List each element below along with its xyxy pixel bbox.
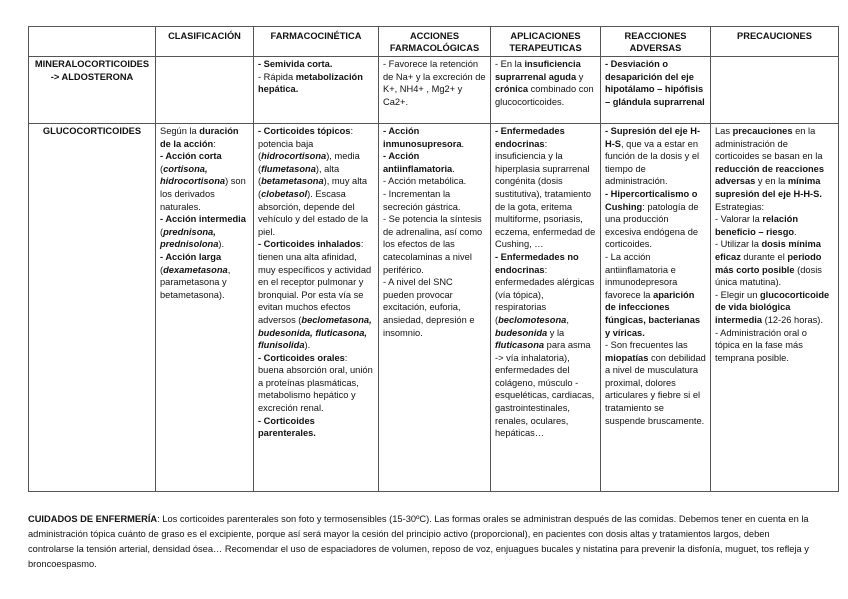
cell-paragraph <box>495 125 596 251</box>
cell-precauciones <box>711 57 839 124</box>
cell-paragraph <box>605 58 706 108</box>
cell-paragraph <box>258 125 374 238</box>
text-segment: - Administración oral o tópica en la fase más temprana posible. <box>715 327 807 363</box>
row-title-line: MINERALOCORTICOIDES <box>34 59 150 69</box>
cell-paragraph <box>258 415 374 440</box>
cell-paragraph <box>383 58 486 108</box>
cell-reacciones <box>601 57 711 124</box>
cell-paragraph <box>160 251 249 301</box>
text-segment: y en la <box>755 176 788 187</box>
text-segment: : potencia baja ( <box>258 126 354 162</box>
text-segment: ) son los derivados naturales. <box>160 176 246 212</box>
text-segment: - A nivel del SNC pueden provocar excitación, euforia, ansiedad, depresión e insomnio. <box>383 277 475 338</box>
cell-precauciones <box>711 124 839 492</box>
text-segment: - En la <box>495 59 525 69</box>
text-segment: mínima supresión del eje H-H-S. <box>715 176 822 199</box>
text-segment: budesonida <box>495 327 548 338</box>
cell-paragraph <box>160 213 249 251</box>
text-segment: - Corticoides tópicos <box>258 126 351 136</box>
row-title-line: GLUCOCORTICOIDES <box>42 126 142 136</box>
text-segment: - Favorece la retención de Na+ y la excreción de K+, NH4+ , Mg2+ y Ca2+. <box>383 59 486 107</box>
text-segment: flumetasona <box>261 163 316 174</box>
text-segment: hidrocortisona <box>261 151 327 162</box>
text-segment: ( <box>160 226 164 237</box>
cell-paragraph <box>258 352 374 415</box>
text-segment: - Enfermedades endocrinas <box>495 126 565 149</box>
text-segment: crónica <box>495 84 529 95</box>
cell-paragraph <box>258 58 374 71</box>
text-segment: - Corticoides inhalados <box>258 239 361 250</box>
nursing-care-label: CUIDADOS DE ENFERMERÍA <box>28 514 158 524</box>
text-segment: prednisona, prednisolona <box>160 226 219 250</box>
table-row <box>29 124 839 492</box>
cell-paragraph <box>715 201 834 214</box>
text-segment: - Acción intermedia <box>160 214 246 225</box>
text-segment: : buena absorción oral, unión a proteínas plasmáticas, metabolismo hepático y excreción renal. <box>258 352 373 414</box>
cell-paragraph <box>715 238 834 288</box>
cell-paragraph <box>605 251 706 339</box>
text-segment: Según la <box>160 126 200 136</box>
text-segment: , <box>566 314 569 325</box>
text-segment: clobetasol <box>261 188 308 199</box>
text-segment: duración de la acción <box>160 126 239 149</box>
cell-farmacocinetica <box>254 124 379 492</box>
text-segment: - Desviación o desaparición del eje hipotálamo – hipófisis – glándula suprarrenal <box>605 59 705 107</box>
header-acciones: ACCIONES FARMACOLÓGICAS <box>379 27 491 57</box>
text-segment: - Incrementan la secreción gástrica. <box>383 188 461 212</box>
text-segment: insuficiencia suprarrenal aguda <box>495 59 581 82</box>
text-segment: - Corticoides orales <box>258 352 345 363</box>
cell-paragraph <box>160 125 249 150</box>
row-title <box>29 124 156 492</box>
text-segment: beclometasona, budesonida, fluticasona, flunisolida <box>258 314 372 351</box>
text-segment: - Semivida corta. <box>258 59 333 69</box>
cell-paragraph <box>605 339 706 427</box>
text-segment: aparición de infecciones fúngicas, bacterianas y víricas. <box>605 289 701 338</box>
text-segment: beclomotesona <box>498 314 567 325</box>
text-segment: y la <box>547 327 565 338</box>
text-segment: : enfermedades alérgicas (vía tópica), respiratorias ( <box>495 264 595 325</box>
text-segment: . <box>461 138 465 149</box>
cell-paragraph <box>160 150 249 213</box>
table-row <box>29 57 839 124</box>
header-clasificacion: CLASIFICACIÓN <box>156 27 254 57</box>
text-segment: betametasona <box>261 176 324 187</box>
cell-paragraph <box>715 327 834 365</box>
text-segment: - Valorar la <box>715 214 763 225</box>
text-segment: - Acción antiinflamatoria <box>383 151 453 174</box>
text-segment: . <box>452 163 455 174</box>
text-segment: metabolización hepática. <box>258 71 363 95</box>
header-empty <box>29 27 156 57</box>
text-segment: Las <box>715 126 733 136</box>
text-segment: (12-26 horas). <box>762 314 823 325</box>
text-segment: dexametasona <box>163 264 228 275</box>
text-segment: (dosis única matutina). <box>715 264 822 288</box>
text-segment: ). Escasa absorción, depende del vehículo y del estado de la piel. <box>258 188 369 237</box>
cell-paragraph <box>605 125 706 188</box>
cell-paragraph <box>495 58 596 108</box>
cell-paragraph <box>258 71 374 96</box>
text-segment: , que va a estar en función de la dosis y el tiempo de administración. <box>605 138 700 187</box>
text-segment: ), alta ( <box>258 163 340 187</box>
text-segment: - Son frecuentes las <box>605 340 688 351</box>
header-farmacocinetica: FARMACOCINÉTICA <box>254 27 379 57</box>
header-row <box>29 27 839 57</box>
text-segment: ). <box>218 239 225 250</box>
text-segment: : tienen una alta afinidad, muy específicos y actividad en el receptor pulmonar y bronquial. Por esta vía se evitan muchos efectos adversos ( <box>258 239 372 325</box>
cell-paragraph <box>495 251 596 440</box>
text-segment: ), muy alta ( <box>258 176 368 199</box>
cell-acciones <box>379 124 491 492</box>
text-segment: - Elegir un <box>715 289 760 300</box>
text-segment: . <box>794 226 797 237</box>
header-aplicaciones: APLICACIONES TERAPEUTICAS <box>491 27 601 57</box>
text-segment: reducción de reacciones adversas <box>715 163 825 187</box>
text-segment: para asma -> vía inhalatoria), enfermedades del colágeno, músculo - esqueléticas, cardiacas, gastrointestinales, renales, oculares, hepáticas… <box>495 340 595 439</box>
text-segment: , parametasona y betametasona). <box>160 264 231 300</box>
row-title <box>29 57 156 124</box>
text-segment: - Corticoides parenterales. <box>258 415 316 439</box>
text-segment: precauciones <box>732 126 793 136</box>
text-segment: fluticasona <box>495 340 545 351</box>
corticoids-table <box>28 26 839 492</box>
text-segment: : <box>213 138 216 149</box>
cell-paragraph <box>605 188 706 251</box>
cell-clasificacion <box>156 57 254 124</box>
text-segment: cortisona, hidrocortisona <box>160 163 226 187</box>
text-segment: - Acción corta <box>160 151 222 162</box>
cell-paragraph <box>383 276 486 339</box>
text-segment: - Acción inmunosupresora <box>383 126 462 149</box>
text-segment: - Supresión del eje H-H-S <box>605 126 701 149</box>
text-segment: relación beneficio – riesgo <box>715 214 799 237</box>
cell-clasificacion <box>156 124 254 492</box>
text-segment: : insuficiencia y la hiperplasia suprarrenal congénita (dosis sustitutiva), tratamiento de la gota, eritema multiforme, psoriasis, eczema, enfermedad de Cushing, … <box>495 138 596 250</box>
nursing-care-paragraph <box>28 512 818 572</box>
cell-paragraph <box>383 175 486 188</box>
text-segment: durante el <box>740 251 788 262</box>
cell-paragraph <box>258 238 374 351</box>
text-segment: ), media ( <box>258 151 360 174</box>
cell-paragraph <box>383 150 486 175</box>
text-segment: glucocorticoide de vida biológica intermedia <box>715 289 830 325</box>
text-segment: - Utilizar la <box>715 239 762 250</box>
corticoids-table-document <box>28 26 839 492</box>
text-segment: y <box>576 71 584 82</box>
cell-aplicaciones <box>491 124 601 492</box>
header-precauciones: PRECAUCIONES <box>711 27 839 57</box>
text-segment: ). <box>304 340 311 351</box>
text-segment: con debilidad a nivel de musculatura proximal, dolores articulares y fiebre si el tratamiento se suspende bruscamente. <box>605 352 706 426</box>
text-segment: miopatías <box>605 352 649 363</box>
cell-paragraph <box>383 125 486 150</box>
text-segment: - Enfermedades no endocrinas <box>495 251 579 275</box>
row-title-line: -> ALDOSTERONA <box>50 71 134 82</box>
text-segment: - Se potencia la síntesis de adrenalina, así como los efectos de las catecolaminas a nivel periférico. <box>383 214 483 275</box>
text-segment: - Rápida <box>258 71 296 82</box>
text-segment: - Acción metabólica. <box>383 176 467 187</box>
text-segment: periodo más corto posible <box>715 251 822 275</box>
cell-farmacocinetica <box>254 57 379 124</box>
nursing-care-text: : Los corticoides parenterales son foto y termosensibles (15-30ºC). Las formas orales se administran después de las comidas. Debemos tener en cuenta en la administración tópica cuánto de graso es el excipiente, porque así será mayor la cesión del principio activo (proporcional), en pacientes con dosis altas y tratamientos largos, deben controlarse la tensión arterial, densidad ósea… Recomendar el uso de espaciadores de volumen, reposo de voz, enjuagues bucales y nistatina para prevenir la disfonía, muguet, tos refleja y broncoespasmo. <box>28 514 809 569</box>
text-segment: ( <box>160 264 164 275</box>
text-segment: - Hipercorticalismo o Cushing <box>605 188 698 212</box>
text-segment: - La acción antiinflamatoria e inmunodepresora favorece la <box>605 251 678 300</box>
cell-paragraph <box>715 289 834 327</box>
cell-aplicaciones <box>491 57 601 124</box>
cell-paragraph <box>383 213 486 276</box>
header-reacciones: REACCIONES ADVERSAS <box>601 27 711 57</box>
text-segment: dosis mínima eficaz <box>715 239 821 262</box>
text-segment: : patología de una producción excesiva endógena de corticoides. <box>605 201 699 250</box>
text-segment: combinado con glucocorticoides. <box>495 84 594 107</box>
cell-paragraph <box>715 125 834 201</box>
cell-reacciones <box>601 124 711 492</box>
cell-paragraph <box>715 213 834 238</box>
cell-acciones <box>379 57 491 124</box>
text-segment: ( <box>160 163 164 174</box>
text-segment: Estrategias: <box>715 201 765 212</box>
text-segment: en la administración de corticoides se basan en la <box>715 126 823 162</box>
cell-paragraph <box>383 188 486 213</box>
text-segment: - Acción larga <box>160 251 222 262</box>
